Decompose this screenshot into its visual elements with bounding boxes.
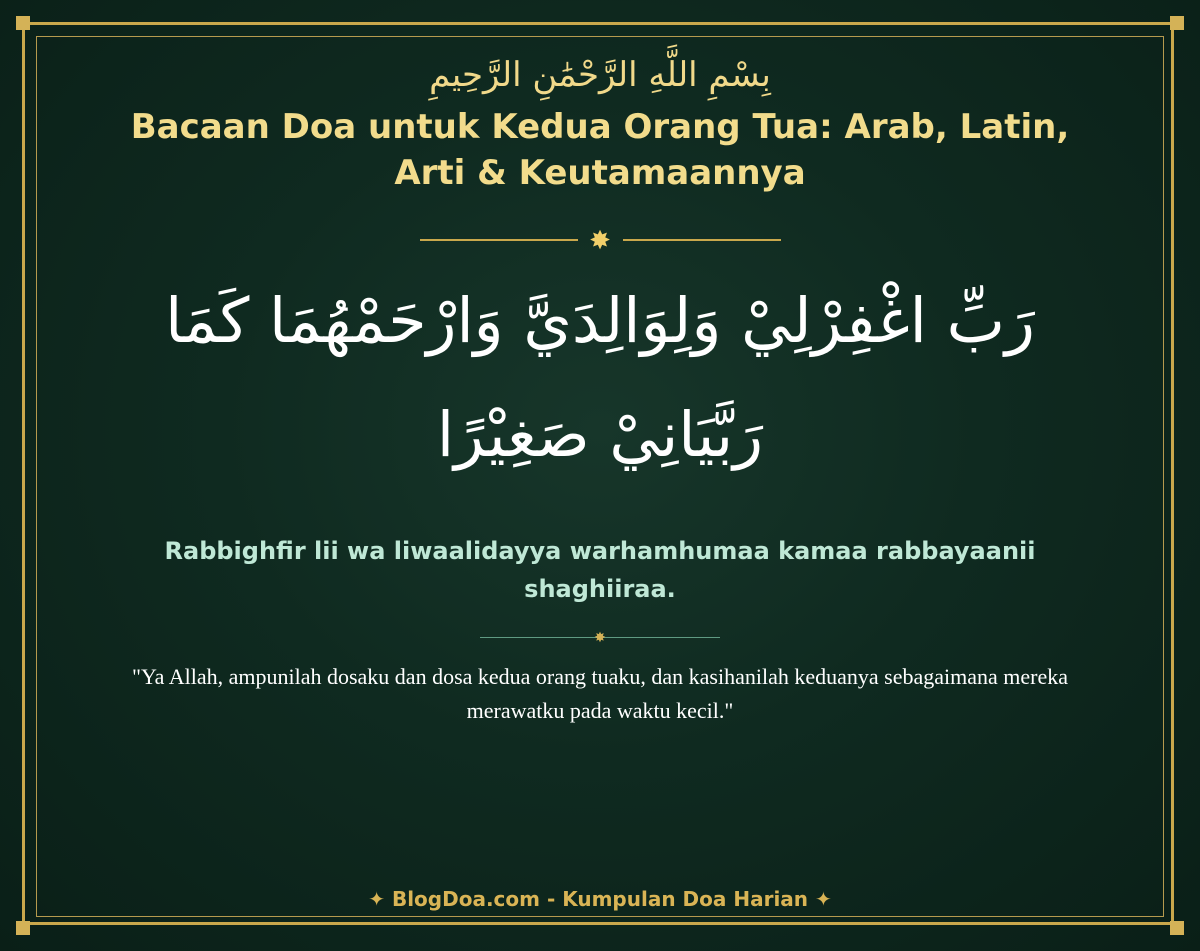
doa-arabic-text: رَبِّ اغْفِرْلِيْ وَلِوَالِدَيَّ وَارْحَمْهُمَا كَمَا رَبَّيَانِيْ صَغِيْرًا [165, 284, 1035, 471]
page-title: Bacaan Doa untuk Kedua Orang Tua: Arab, Latin, Arti & Keutamaannya [130, 107, 1070, 193]
corner-ornament-bottom-left [16, 921, 30, 935]
footer-credit: ✦ BlogDoa.com - Kumpulan Doa Harian ✦ [368, 887, 832, 911]
basmalah: بِسْمِ اللَّهِ الرَّحْمَٰنِ الرَّحِيمِ [429, 55, 771, 95]
gold-divider [60, 226, 1140, 254]
doa-card [60, 40, 1140, 728]
divider-line-right [623, 239, 781, 241]
corner-ornament-top-left [16, 16, 30, 30]
divider-line-left [420, 239, 578, 241]
doa-latin-text: Rabbighfir lii wa liwaalidayya warhamhumaa kamaa rabbayaanii shaghiiraa. [164, 537, 1036, 603]
eight-point-star-icon: ✸ [589, 226, 611, 256]
corner-ornament-bottom-right [1170, 921, 1184, 935]
small-star-icon: ✸ [594, 630, 606, 646]
corner-ornament-top-right [1170, 16, 1184, 30]
green-divider [60, 630, 1140, 646]
doa-translation: "Ya Allah, ampunilah dosaku dan dosa kedua orang tuaku, dan kasihanilah keduanya sebagaimana mereka merawatku pada waktu kecil." [132, 664, 1068, 723]
